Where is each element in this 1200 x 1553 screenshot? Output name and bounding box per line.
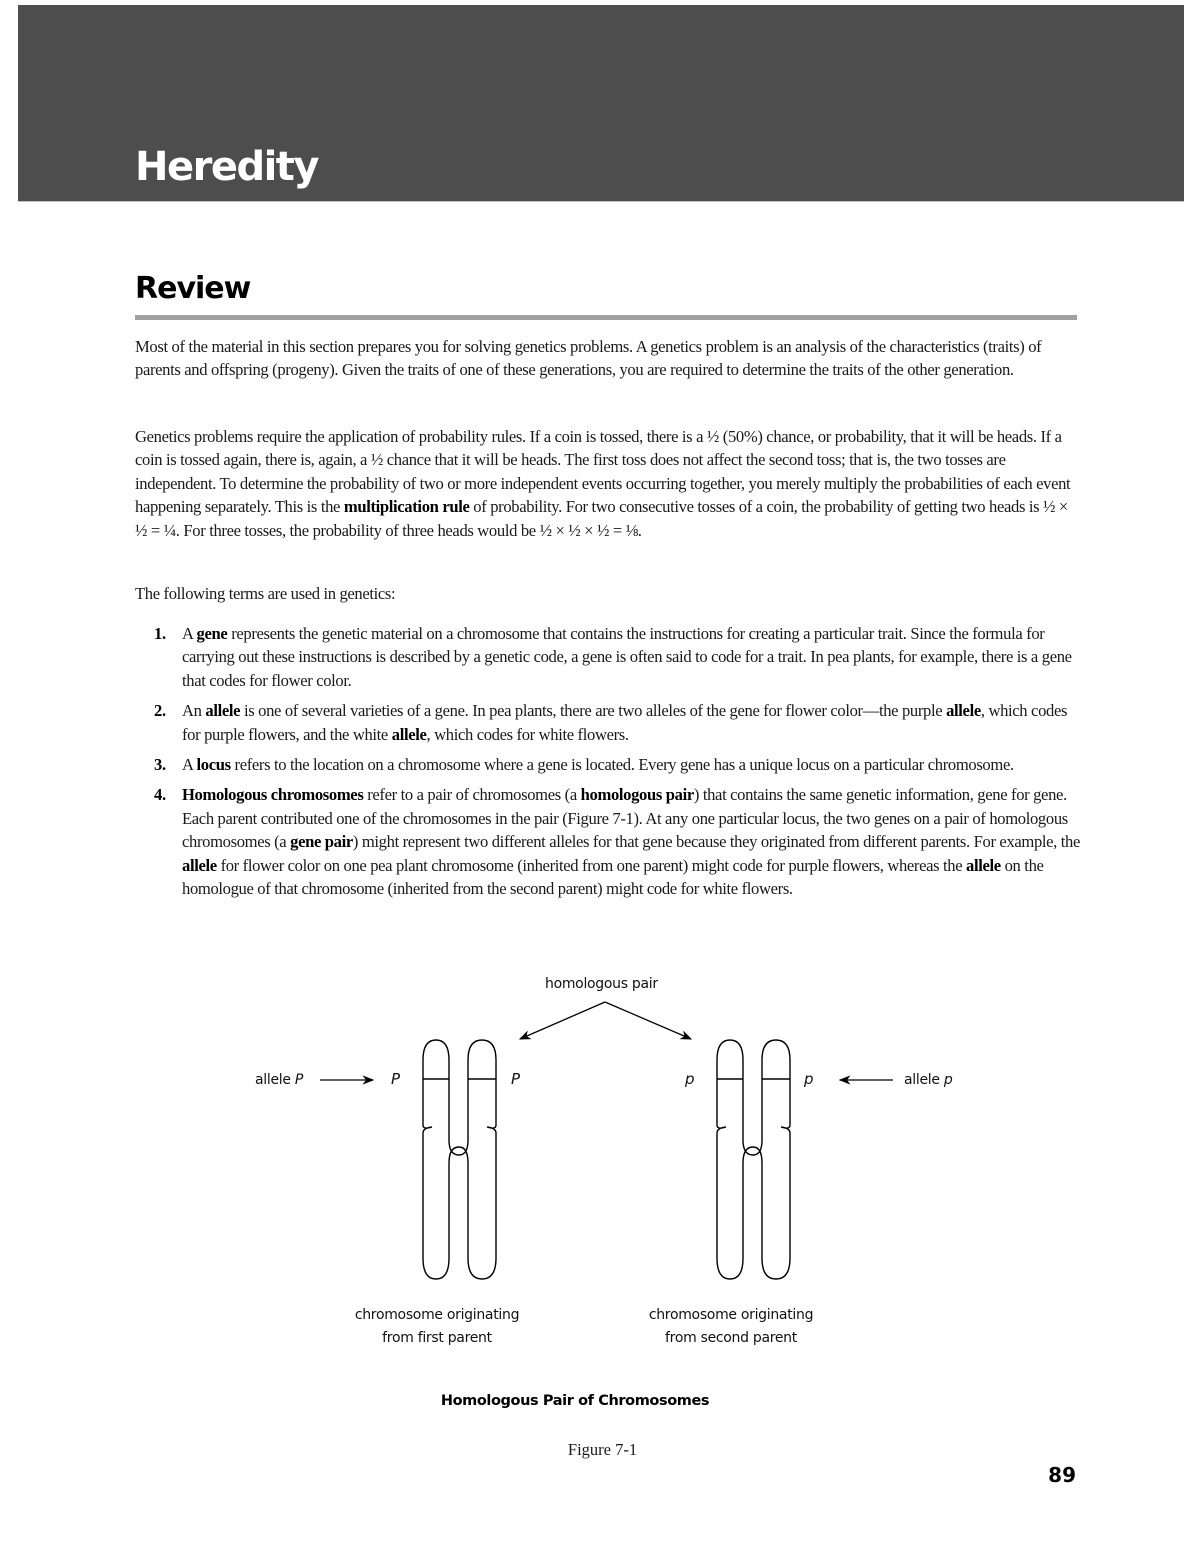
term-keyword: allele bbox=[946, 701, 981, 721]
term-keyword: allele bbox=[205, 701, 241, 721]
probability-text-a: Genetics problems require the application of probability rules. If a coin is tossed, there is a ½ (50%) chance, or probability, that it will be heads. If a coin is tossed again, there is, again, a ½ chance that it will be heads. The first toss does not affect the second toss; that is, the two tosses are independent. To determine the probability of two or more independent events occurring together, you merely multiply the probabilities of each event happening separately. This is the bbox=[135, 427, 1071, 517]
caption-line: from second parent bbox=[665, 1330, 797, 1346]
term-keyword: allele bbox=[182, 855, 217, 875]
right-allele-label bbox=[904, 1073, 952, 1087]
homologous-pair-arrows bbox=[520, 1002, 691, 1039]
term-text: is one of several varieties of a gene. In pea plants, there are two alleles of the gene for flower color—the purple bbox=[240, 701, 947, 721]
section-divider bbox=[135, 315, 1077, 320]
term-item bbox=[135, 753, 1080, 776]
figure-number: Figure 7-1 bbox=[567, 1440, 638, 1459]
allele-symbol: P bbox=[294, 1072, 303, 1088]
term-item bbox=[135, 699, 1080, 746]
term-number: 4. bbox=[154, 785, 166, 805]
term-text: An bbox=[182, 701, 206, 721]
term-keyword: allele bbox=[966, 855, 1001, 875]
left-chromosome-allele-1: P bbox=[391, 1070, 401, 1088]
figure-title: Homologous Pair of Chromosomes bbox=[440, 1393, 710, 1409]
left-allele-label bbox=[255, 1073, 303, 1087]
figure-homologous-pair bbox=[0, 960, 1200, 1480]
left-chromosome bbox=[423, 1040, 496, 1279]
term-keyword: Homologous chromosomes bbox=[182, 785, 364, 805]
allele-word: allele bbox=[255, 1072, 295, 1088]
term-text: A bbox=[182, 624, 197, 643]
page-number: 89 bbox=[1048, 1463, 1076, 1487]
term-item bbox=[135, 783, 1080, 900]
terms-list bbox=[135, 622, 1080, 907]
right-chromosome-allele-2: p bbox=[804, 1070, 814, 1088]
left-chromosome-allele-2: P bbox=[511, 1070, 521, 1088]
term-number: 3. bbox=[154, 755, 166, 775]
caption-line: chromosome originating bbox=[354, 1307, 520, 1323]
term-keyword: homologous pair bbox=[580, 785, 694, 805]
allele-symbol: p bbox=[943, 1072, 953, 1088]
term-text: for flower color on one pea plant chromosome (inherited from one parent) might code for purple flowers, whereas the bbox=[216, 855, 967, 875]
term-item bbox=[135, 622, 1080, 692]
right-chromosome-allele-1: p bbox=[685, 1070, 695, 1088]
probability-paragraph bbox=[135, 425, 1080, 542]
caption-line: chromosome originating bbox=[648, 1307, 814, 1323]
section-title: Review bbox=[135, 271, 251, 306]
chapter-banner bbox=[18, 5, 1184, 201]
term-keyword: locus bbox=[196, 755, 231, 775]
term-keyword: allele bbox=[391, 724, 427, 744]
term-text: refer to a pair of chromosomes (a bbox=[363, 785, 581, 805]
right-chromosome bbox=[717, 1040, 790, 1279]
term-keyword: gene bbox=[196, 624, 228, 643]
term-text: ) might represent two different alleles for that gene because they originated from different parents. For example, the bbox=[352, 832, 1081, 852]
right-chromosome-caption bbox=[629, 1304, 833, 1350]
term-text: A bbox=[182, 755, 197, 775]
term-text: refers to the location on a chromosome where a gene is located. Every gene has a unique locus on a particular chromosome. bbox=[230, 755, 1014, 775]
term-text: , which codes for purple flowers, and the white bbox=[182, 701, 1068, 744]
probability-text-b: of probability. For two consecutive tosses of a coin, the probability of getting two heads is ½ × ½ = ¼. For three tosses, the probability of three heads would be ½ × ½ × ½ = ⅛. bbox=[135, 497, 1068, 540]
term-number: 2. bbox=[154, 701, 166, 721]
caption-line: from first parent bbox=[382, 1330, 492, 1346]
term-text: ) that contains the same genetic information, gene for gene. Each parent contributed one of the chromosomes in the pair (Figure 7-1). At any one particular locus, the two genes on a pair of homologous chromosomes (a bbox=[182, 785, 1068, 852]
intro-paragraph: Most of the material in this section prepares you for solving genetics problems. A genetics problem is an analysis of the characteristics (traits) of parents and offspring (progeny). Given the traits of one of these generations, you are required to determine the traits of the other generation. bbox=[135, 337, 1042, 380]
term-number: 1. bbox=[154, 624, 166, 643]
chapter-title: Heredity bbox=[135, 144, 318, 190]
terms-intro: The following terms are used in genetics: bbox=[135, 584, 396, 603]
term-text: on the homologue of that chromosome (inherited from the second parent) might code for white flowers. bbox=[182, 855, 1044, 899]
allele-word: allele bbox=[904, 1072, 944, 1088]
term-text: represents the genetic material on a chromosome that contains the instructions for creating a particular trait. Since the formula for carrying out these instructions is described by a genetic code, a gene is often said to code for a trait. In pea plants, for example, there is a gene that codes for flower color. bbox=[182, 624, 1072, 690]
multiplication-rule-term: multiplication rule bbox=[343, 497, 470, 517]
term-text: , which codes for white flowers. bbox=[426, 724, 629, 744]
homologous-pair-label: homologous pair bbox=[545, 976, 658, 992]
left-chromosome-caption bbox=[337, 1304, 537, 1350]
term-keyword: gene pair bbox=[290, 832, 353, 852]
